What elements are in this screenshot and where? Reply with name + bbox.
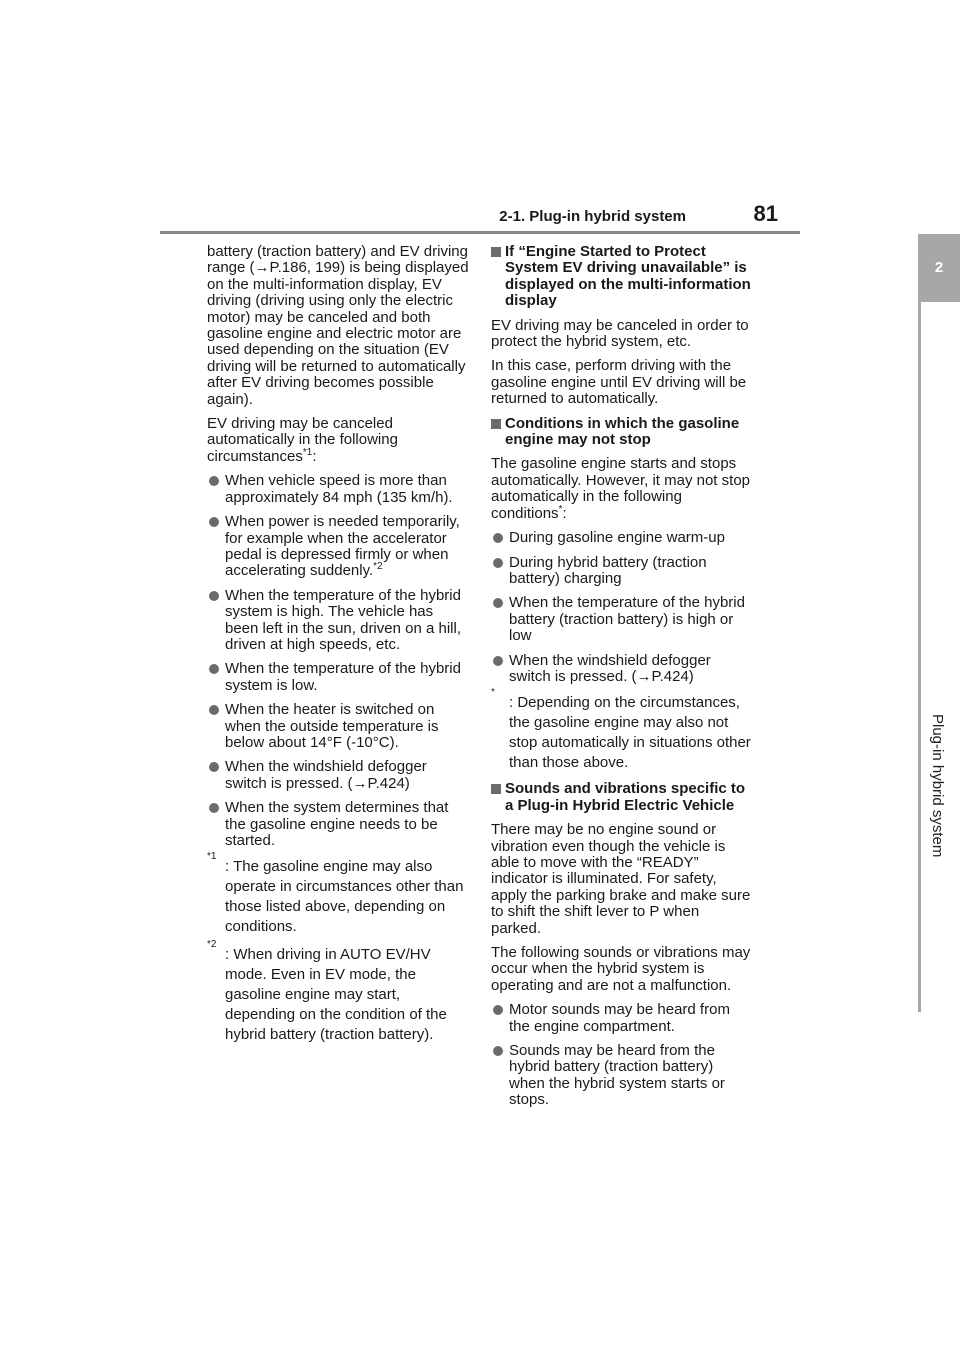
- list-item: [491, 1043, 753, 1109]
- cancel-text: EV driving may be canceled automatically in the following circumstances: [207, 415, 398, 465]
- footnote-text: : Depending on the circumstances, the gasoline engine may also not stop automatically in situations other than those above.: [509, 694, 751, 772]
- section-heading-text: Sounds and vibrations specific to a Plug-in Hybrid Electric Vehicle: [505, 780, 746, 814]
- list-item-text: When power is needed temporarily, for example when the accelerator pedal is depressed firmly or when accelerating suddenly.: [225, 513, 460, 580]
- section-heading: [491, 244, 753, 310]
- list-item-text: Motor sounds may be heard from the engine compartment.: [509, 1001, 730, 1035]
- section-heading-text: Conditions in which the gasoline engine may not stop: [505, 414, 740, 449]
- footnote-ref-1: *1: [302, 446, 313, 458]
- footnote-text: : The gasoline engine may also operate in circumstances other than those listed above, depending on conditions.: [225, 858, 464, 936]
- chapter-label: Plug-in hybrid system: [929, 714, 946, 858]
- footnote: *2 : When driving in AUTO EV/HV mode. Even in EV mode, the gasoline engine may start, depending on the condition of the hybrid battery (traction battery).: [207, 939, 447, 1044]
- footnote: *1 : The gasoline engine may also operate in circumstances other than those listed above, depending on conditions.: [207, 851, 464, 936]
- page-number: 81: [753, 201, 778, 226]
- list-item-text: When the heater is switched on when the outside temperature is below about 14°F (-10°C).: [225, 701, 439, 751]
- square-bullet-icon: [491, 419, 501, 429]
- paragraph: EV driving may be canceled in order to protect the hybrid system, etc.: [491, 316, 749, 351]
- list-item-text: When vehicle speed is more than approximately 84 mph (135 km/h).: [225, 472, 453, 506]
- bullet-icon: [493, 656, 503, 666]
- list-item-text: When the temperature of the hybrid system is low.: [225, 660, 461, 694]
- header-rule: [160, 231, 800, 234]
- chapter-tab: [918, 234, 960, 1358]
- list-item: [207, 800, 469, 849]
- page-header: [160, 198, 800, 234]
- list-item: [207, 514, 469, 580]
- list-item: [207, 702, 469, 751]
- paragraph-text: The gasoline engine starts and stops automatically. However, it may not stop automatically in the following conditions: [491, 455, 750, 522]
- footnote-text: : When driving in AUTO EV/HV mode. Even in EV mode, the gasoline engine may start, depending on the condition of the hybrid battery (traction battery).: [225, 946, 447, 1044]
- bullet-icon: [209, 664, 219, 674]
- list-item-text: When the windshield defogger switch is pressed. (→P.424): [225, 758, 427, 792]
- bullet-icon: [209, 476, 219, 486]
- list-item-text: During hybrid battery (traction battery) charging: [509, 553, 707, 587]
- list-item-text: When the temperature of the hybrid battery (traction battery) is high or low: [509, 594, 745, 645]
- paragraph: The following sounds or vibrations may occur when the hybrid system is operating and are not a malfunction.: [491, 944, 751, 994]
- paragraph: There may be no engine sound or vibration even though the vehicle is able to move with the “READY” indicator is illuminated. For safety, apply the parking brake and make sure to shift the shift lever to P when parked.: [491, 821, 751, 937]
- list-item-text: When the system determines that the gasoline engine needs to be started.: [225, 799, 449, 849]
- list-item: [207, 661, 469, 694]
- list-item: [491, 530, 753, 546]
- list-item-text: Sounds may be heard from the hybrid battery (traction battery) when the hybrid system starts or stops.: [509, 1042, 725, 1109]
- footnote-ref: *: [558, 503, 563, 515]
- chapter-number: 2: [918, 234, 960, 302]
- chapter-tab-line: [918, 302, 921, 1012]
- bullet-icon: [493, 1046, 503, 1056]
- section-title: 2-1. Plug-in hybrid system: [499, 208, 686, 225]
- paragraph-colon: :: [562, 504, 567, 522]
- section-heading: [491, 781, 753, 814]
- bullet-icon: [493, 598, 503, 608]
- footnote: * : Depending on the circumstances, the gasoline engine may also not stop automatically in situations other than those above.: [491, 687, 751, 772]
- list-item: [491, 555, 753, 588]
- cancel-paragraph: [207, 416, 469, 465]
- right-column: [491, 244, 753, 1117]
- paragraph: [491, 456, 753, 522]
- list-item: [207, 473, 469, 506]
- list-item: [207, 588, 469, 654]
- bullet-icon: [209, 517, 219, 527]
- list-item-text: When the temperature of the hybrid system is high. The vehicle has been left in the sun, driven on a hill, driven at high speeds, etc.: [225, 586, 461, 653]
- section-heading-text: If “Engine Started to Protect System EV driving unavailable” is displayed on the multi-information display: [505, 243, 751, 310]
- bullet-icon: [493, 1005, 503, 1015]
- square-bullet-icon: [491, 247, 501, 257]
- section-heading: [491, 416, 753, 449]
- cancel-colon: :: [312, 447, 317, 465]
- bullet-icon: [209, 803, 219, 813]
- paragraph: In this case, perform driving with the gasoline engine until EV driving will be returned to automatically.: [491, 357, 747, 408]
- bullet-icon: [493, 558, 503, 568]
- bullet-icon: [209, 705, 219, 715]
- list-item: [491, 1002, 753, 1035]
- list-item-text: During gasoline engine warm-up: [509, 529, 725, 547]
- square-bullet-icon: [491, 784, 501, 794]
- footnote-ref-2: *2: [373, 561, 383, 573]
- list-item: [207, 759, 469, 792]
- list-item-text: When the windshield defogger switch is pressed. (→P.424): [509, 651, 711, 685]
- left-column: [207, 244, 469, 1053]
- intro-paragraph: battery (traction battery) and EV driving range (→P.186, 199) is being displayed on the multi-information display, EV driving (driving using only the electric motor) may be canceled and both gasoline engine and electric motor are used depending on the situation (EV driving will be returned to automatically after EV driving becomes possible again).: [207, 243, 469, 408]
- list-item: [491, 653, 753, 686]
- bullet-icon: [209, 591, 219, 601]
- bullet-icon: [209, 762, 219, 772]
- bullet-icon: [493, 533, 503, 543]
- list-item: [491, 595, 753, 644]
